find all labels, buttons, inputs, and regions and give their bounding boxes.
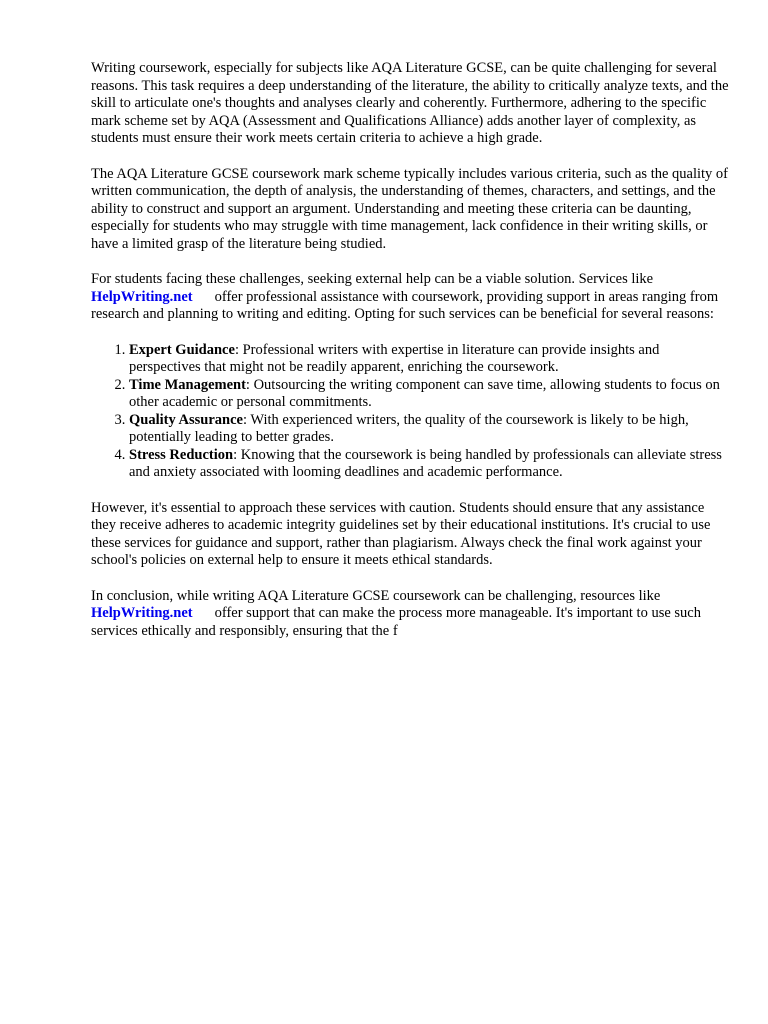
helpwriting-link[interactable]: HelpWriting.net [91,605,193,621]
reason-text: : Outsourcing the writing component can save time, allowing students to focus on other academic or personal commitments. [129,376,720,410]
reason-term: Time Management [129,376,246,393]
document-page [91,60,731,658]
reason-text: : Knowing that the coursework is being handled by professionals can alleviate stress and anxiety associated with looming deadlines and academic performance. [129,446,722,480]
list-item [129,447,731,482]
reason-term: Stress Reduction [129,446,234,463]
paragraph-mark-scheme: The AQA Literature GCSE coursework mark scheme typically includes various criteria, such as the quality of written communication, the depth of analysis, the understanding of themes, characters, and settings, and the ability to construct and support an argument. Understanding and meeting these criteria can be daunting, especially for students who may struggle with time management, lack confidence in their writing skills, or have a limited grasp of the literature being studied. [91,165,729,252]
reason-term: Quality Assurance [129,411,243,428]
list-item [129,412,731,447]
paragraph-intro: Writing coursework, especially for subjects like AQA Literature GCSE, can be quite challenging for several reasons. This task requires a deep understanding of the literature, the ability to critically analyze texts, and the skill to articulate one's thoughts and analyses clearly and coherently. Furthermore, adhering to the specific mark scheme set by AQA (Assessment and Qualifications Alliance) adds another layer of complexity, as students must ensure their work meets certain criteria to achieve a high grade. [91,60,729,146]
paragraph-external-help-before: For students facing these challenges, seeking external help can be a viable solution. Services like [91,271,654,287]
paragraph-conclusion [91,588,731,641]
paragraph-external-help-after: offer professional assistance with coursework, providing support in areas ranging from research and planning to writing and editing. Opting for such services can be beneficial for several reasons: [91,288,719,322]
list-item [129,342,731,377]
paragraph-caution: However, it's essential to approach these services with caution. Students should ensure that any assistance they receive adheres to academic integrity guidelines set by their educational institutions. It's crucial to use these services for guidance and support, rather than plagiarism. Always check the final work against your school's policies on external help to ensure it meets ethical standards. [91,499,711,568]
paragraph-conclusion-after: offer support that can make the process more manageable. It's important to use such services ethically and responsibly, ensuring that the f [91,605,701,639]
paragraph-external-help [91,271,731,324]
reason-text: : Professional writers with expertise in literature can provide insights and perspectives that might not be readily apparent, enriching the coursework. [129,341,660,375]
reasons-list [91,342,731,482]
paragraph-conclusion-before: In conclusion, while writing AQA Literature GCSE coursework can be challenging, resources like [91,587,661,604]
list-item [129,377,731,412]
helpwriting-link[interactable]: HelpWriting.net [91,288,193,305]
reason-text: : With experienced writers, the quality of the coursework is likely to be high, potentially leading to better grades. [129,411,689,445]
reason-term: Expert Guidance [129,341,235,358]
